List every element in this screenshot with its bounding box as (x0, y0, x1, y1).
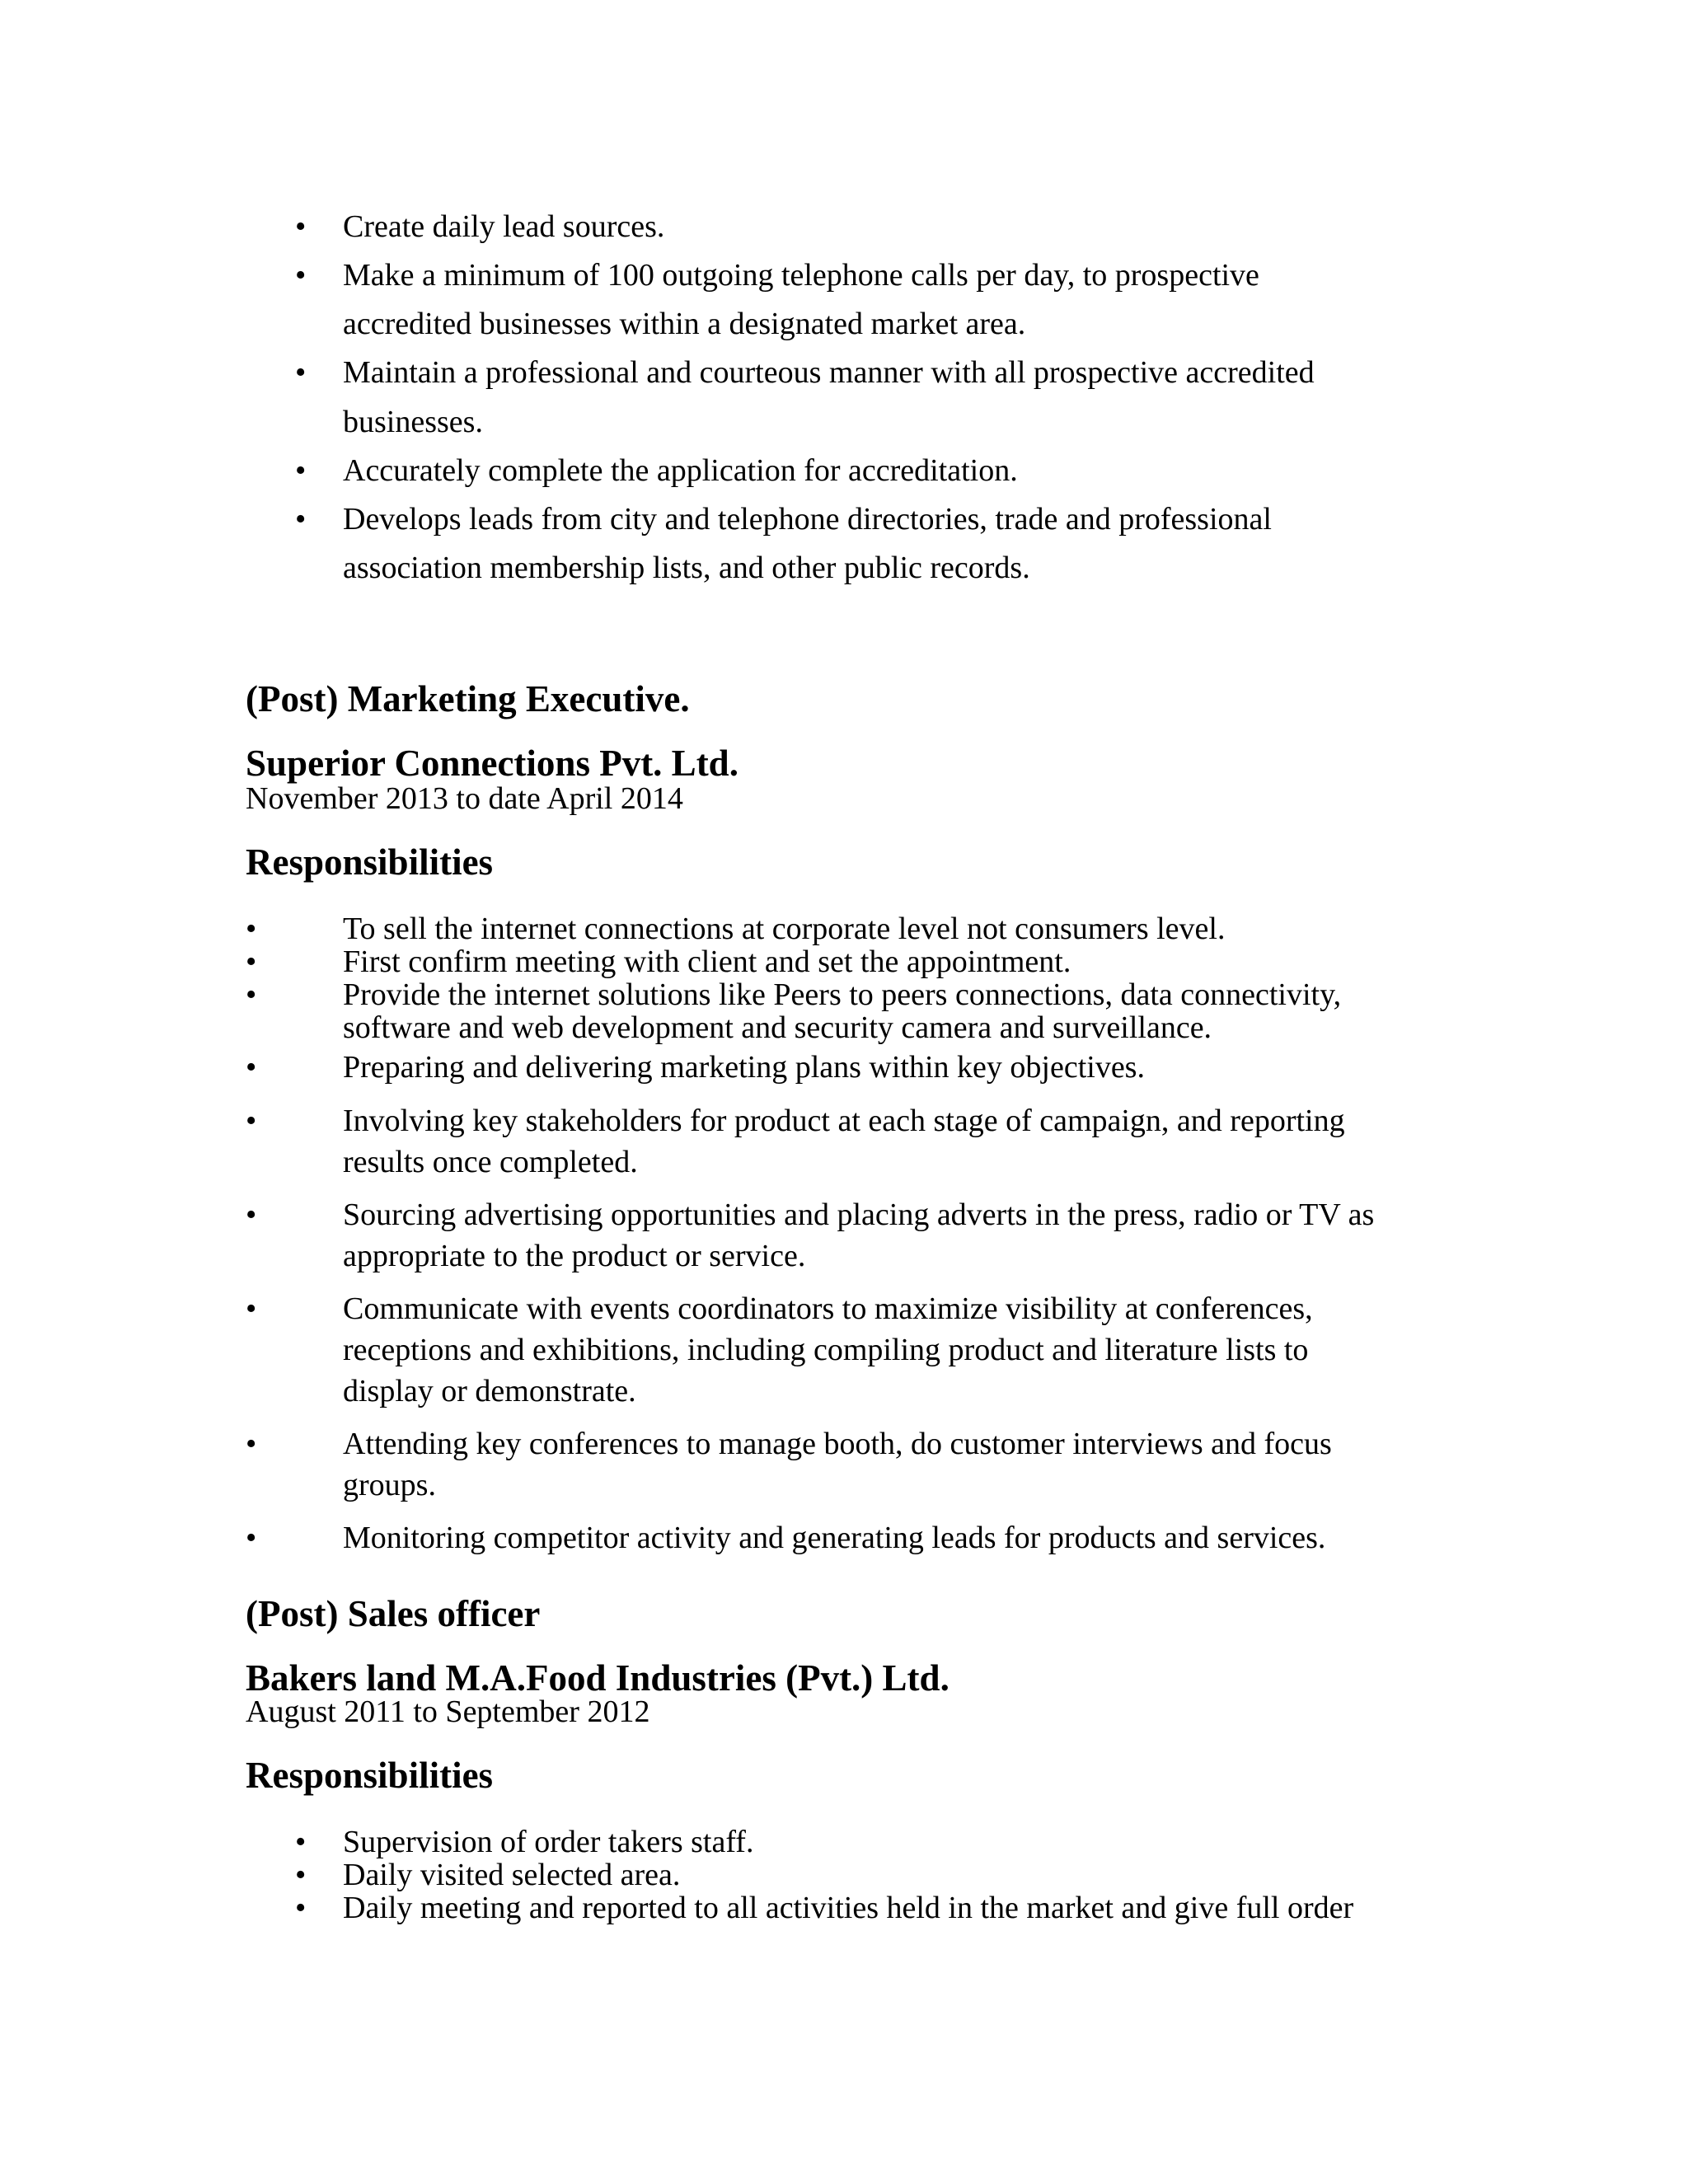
bullet-marker: • (246, 977, 257, 1012)
list1-item-3-line-2: businesses. (343, 405, 483, 439)
job1-item-6-line-2: appropriate to the product or service. (343, 1239, 806, 1273)
bullet-marker: • (295, 453, 307, 488)
job1-item-9-line-1: Monitoring competitor activity and generating leads for products and services. (343, 1521, 1326, 1555)
bullet-marker: • (295, 1825, 307, 1859)
bullet-marker: • (246, 1050, 257, 1085)
job2-item-2-line-1: Daily visited selected area. (343, 1858, 681, 1892)
job1-dates: November 2013 to date April 2014 (246, 781, 683, 816)
bullet-marker: • (295, 1891, 307, 1925)
bullet-marker: • (295, 209, 307, 244)
bullet-marker: • (295, 502, 307, 537)
bullet-marker: • (295, 355, 307, 390)
bullet-marker: • (246, 1521, 257, 1555)
list1-item-2-line-2: accredited businesses within a designated market area. (343, 307, 1026, 341)
job1-company-name: Superior Connections Pvt. Ltd. (246, 743, 738, 784)
bullet-marker: • (246, 944, 257, 979)
list1-item-1-line-1: Create daily lead sources. (343, 209, 665, 244)
job2-item-3-line-1: Daily meeting and reported to all activities held in the market and give full order (343, 1891, 1354, 1925)
job1-item-2-line-1: First confirm meeting with client and set the appointment. (343, 944, 1071, 979)
job1-item-5-line-2: results once completed. (343, 1145, 638, 1179)
job1-responsibilities-heading: Responsibilities (246, 841, 494, 883)
bullet-marker: • (246, 1291, 257, 1326)
job1-item-3-line-1: Provide the internet solutions like Peers to peers connections, data connectivity, (343, 977, 1342, 1012)
job1-item-8-line-2: groups. (343, 1468, 436, 1502)
job2-item-1-line-1: Supervision of order takers staff. (343, 1825, 754, 1859)
bullet-marker: • (246, 1104, 257, 1138)
job1-item-4-line-1: Preparing and delivering marketing plans within key objectives. (343, 1050, 1145, 1085)
bullet-marker: • (295, 1858, 307, 1892)
job1-item-1-line-1: To sell the internet connections at corporate level not consumers level. (343, 912, 1226, 946)
bullet-marker: • (246, 912, 257, 946)
job1-item-6-line-1: Sourcing advertising opportunities and placing adverts in the press, radio or TV as (343, 1197, 1375, 1232)
job1-item-3-line-2: software and web development and security camera and surveillance. (343, 1010, 1212, 1045)
job1-item-7-line-1: Communicate with events coordinators to maximize visibility at conferences, (343, 1291, 1313, 1326)
job1-item-7-line-2: receptions and exhibitions, including compiling product and literature lists to (343, 1333, 1309, 1367)
job2-company-name: Bakers land M.A.Food Industries (Pvt.) Ltd. (246, 1657, 950, 1699)
list1-item-4-line-1: Accurately complete the application for accreditation. (343, 453, 1018, 488)
job2-post-title: (Post) Sales officer (246, 1593, 541, 1634)
list1-item-2-line-1: Make a minimum of 100 outgoing telephone calls per day, to prospective (343, 258, 1259, 293)
bullet-marker: • (246, 1197, 257, 1232)
job1-item-7-line-3: display or demonstrate. (343, 1374, 636, 1408)
job1-item-5-line-1: Involving key stakeholders for product at each stage of campaign, and reporting (343, 1104, 1345, 1138)
job2-dates: August 2011 to September 2012 (246, 1694, 650, 1729)
job2-responsibilities-heading: Responsibilities (246, 1755, 494, 1796)
bullet-marker: • (295, 258, 307, 293)
job1-post-title: (Post) Marketing Executive. (246, 678, 690, 719)
job1-item-8-line-1: Attending key conferences to manage booth, do customer interviews and focus (343, 1427, 1332, 1461)
list1-item-5-line-2: association membership lists, and other public records. (343, 551, 1030, 585)
bullet-marker: • (246, 1427, 257, 1461)
list1-item-3-line-1: Maintain a professional and courteous manner with all prospective accredited (343, 355, 1315, 390)
list1-item-5-line-1: Develops leads from city and telephone directories, trade and professional (343, 502, 1272, 537)
